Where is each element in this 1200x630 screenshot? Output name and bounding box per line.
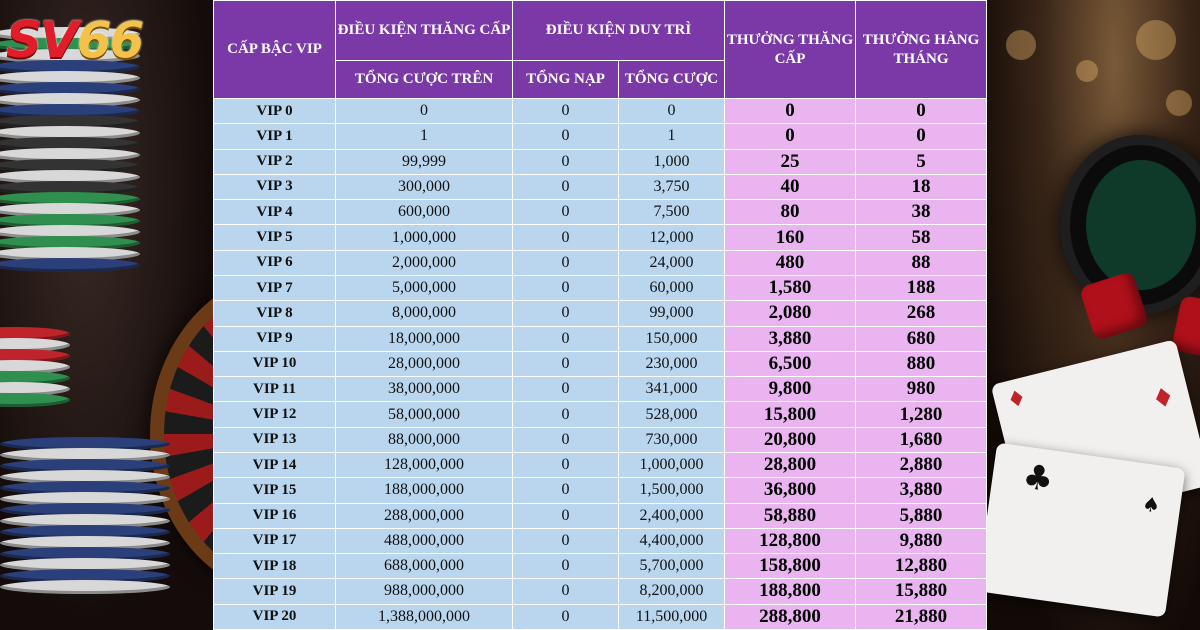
cell-total-deposit: 0 xyxy=(513,200,619,225)
cell-total-bet: 1,500,000 xyxy=(619,478,725,503)
table-row xyxy=(214,579,987,604)
header-maintain-condition: ĐIỀU KIỆN DUY TRÌ xyxy=(513,1,725,61)
cell-total-deposit: 0 xyxy=(513,402,619,427)
cell-total-bet-over: 8,000,000 xyxy=(336,301,513,326)
cell-upgrade-bonus: 1,580 xyxy=(725,275,856,300)
cell-monthly-bonus: 5 xyxy=(856,149,987,174)
cell-upgrade-bonus: 20,800 xyxy=(725,427,856,452)
cell-monthly-bonus: 1,280 xyxy=(856,402,987,427)
cell-monthly-bonus: 268 xyxy=(856,301,987,326)
cell-vip-level: VIP 12 xyxy=(214,402,336,427)
logo-sv-text: SV xyxy=(6,11,77,69)
cell-total-bet: 0 xyxy=(619,99,725,124)
cell-monthly-bonus: 3,880 xyxy=(856,478,987,503)
cell-vip-level: VIP 13 xyxy=(214,427,336,452)
cell-total-deposit: 0 xyxy=(513,326,619,351)
cell-monthly-bonus: 680 xyxy=(856,326,987,351)
table-row xyxy=(214,377,987,402)
cell-total-bet-over: 188,000,000 xyxy=(336,478,513,503)
header-total-bet-over: TỔNG CƯỢC TRÊN xyxy=(336,61,513,99)
cell-total-bet: 150,000 xyxy=(619,326,725,351)
cell-upgrade-bonus: 480 xyxy=(725,250,856,275)
cell-total-bet: 99,000 xyxy=(619,301,725,326)
cell-monthly-bonus: 12,880 xyxy=(856,554,987,579)
cell-total-deposit: 0 xyxy=(513,225,619,250)
cell-upgrade-bonus: 15,800 xyxy=(725,402,856,427)
cell-total-deposit: 0 xyxy=(513,351,619,376)
cell-vip-level: VIP 2 xyxy=(214,149,336,174)
cell-total-bet-over: 5,000,000 xyxy=(336,275,513,300)
cell-total-bet-over: 488,000,000 xyxy=(336,528,513,553)
cell-total-bet: 528,000 xyxy=(619,402,725,427)
cell-vip-level: VIP 3 xyxy=(214,174,336,199)
cell-monthly-bonus: 5,880 xyxy=(856,503,987,528)
table-row xyxy=(214,452,987,477)
cell-upgrade-bonus: 6,500 xyxy=(725,351,856,376)
spade-icon: ♠ xyxy=(1140,491,1162,518)
cell-vip-level: VIP 9 xyxy=(214,326,336,351)
logo-66-text: 66 xyxy=(76,11,143,69)
cell-upgrade-bonus: 58,880 xyxy=(725,503,856,528)
cell-upgrade-bonus: 36,800 xyxy=(725,478,856,503)
chip-stack-image xyxy=(0,330,70,407)
cell-total-bet: 8,200,000 xyxy=(619,579,725,604)
cell-monthly-bonus: 880 xyxy=(856,351,987,376)
cell-total-bet-over: 28,000,000 xyxy=(336,351,513,376)
cell-upgrade-bonus: 0 xyxy=(725,99,856,124)
table-row xyxy=(214,478,987,503)
diamond-icon: ♦ xyxy=(1004,385,1030,415)
table-row xyxy=(214,149,987,174)
table-row xyxy=(214,200,987,225)
header-upgrade-bonus: THƯỞNG THĂNG CẤP xyxy=(725,1,856,99)
cell-upgrade-bonus: 158,800 xyxy=(725,554,856,579)
cell-total-deposit: 0 xyxy=(513,604,619,629)
cell-vip-level: VIP 17 xyxy=(214,528,336,553)
cell-monthly-bonus: 15,880 xyxy=(856,579,987,604)
cell-total-bet-over: 2,000,000 xyxy=(336,250,513,275)
table-row xyxy=(214,326,987,351)
header-total-deposit: TỔNG NẠP xyxy=(513,61,619,99)
cell-upgrade-bonus: 25 xyxy=(725,149,856,174)
cell-monthly-bonus: 88 xyxy=(856,250,987,275)
cell-monthly-bonus: 0 xyxy=(856,99,987,124)
cell-total-bet-over: 18,000,000 xyxy=(336,326,513,351)
table-row xyxy=(214,604,987,629)
cell-total-bet: 341,000 xyxy=(619,377,725,402)
cell-total-bet: 1,000,000 xyxy=(619,452,725,477)
table-row xyxy=(214,174,987,199)
table-row xyxy=(214,301,987,326)
cell-vip-level: VIP 8 xyxy=(214,301,336,326)
vip-level-table xyxy=(213,0,987,630)
table-row xyxy=(214,427,987,452)
table-row xyxy=(214,250,987,275)
cell-total-bet: 4,400,000 xyxy=(619,528,725,553)
cell-upgrade-bonus: 80 xyxy=(725,200,856,225)
cell-vip-level: VIP 1 xyxy=(214,124,336,149)
cell-total-bet-over: 88,000,000 xyxy=(336,427,513,452)
header-monthly-bonus: THƯỞNG HÀNG THÁNG xyxy=(856,1,987,99)
cell-upgrade-bonus: 128,800 xyxy=(725,528,856,553)
table-row xyxy=(214,124,987,149)
cell-upgrade-bonus: 3,880 xyxy=(725,326,856,351)
table-row xyxy=(214,554,987,579)
table-row xyxy=(214,99,987,124)
cell-vip-level: VIP 0 xyxy=(214,99,336,124)
brand-logo[interactable] xyxy=(6,12,182,68)
playing-card-image xyxy=(986,443,1186,618)
table-row xyxy=(214,402,987,427)
cell-total-bet-over: 0 xyxy=(336,99,513,124)
cell-total-deposit: 0 xyxy=(513,528,619,553)
cell-total-deposit: 0 xyxy=(513,124,619,149)
cell-total-deposit: 0 xyxy=(513,554,619,579)
cell-total-bet-over: 988,000,000 xyxy=(336,579,513,604)
cell-total-bet-over: 1,388,000,000 xyxy=(336,604,513,629)
cell-total-deposit: 0 xyxy=(513,503,619,528)
cell-upgrade-bonus: 28,800 xyxy=(725,452,856,477)
background-dice-cards xyxy=(986,0,1200,630)
cell-total-deposit: 0 xyxy=(513,275,619,300)
cell-upgrade-bonus: 160 xyxy=(725,225,856,250)
cell-monthly-bonus: 980 xyxy=(856,377,987,402)
cell-total-bet-over: 128,000,000 xyxy=(336,452,513,477)
cell-total-bet: 60,000 xyxy=(619,275,725,300)
cell-total-bet-over: 600,000 xyxy=(336,200,513,225)
cell-monthly-bonus: 38 xyxy=(856,200,987,225)
cell-total-bet: 3,750 xyxy=(619,174,725,199)
cell-vip-level: VIP 5 xyxy=(214,225,336,250)
table-row xyxy=(214,351,987,376)
cell-monthly-bonus: 58 xyxy=(856,225,987,250)
cell-total-bet-over: 288,000,000 xyxy=(336,503,513,528)
chip-stack-image xyxy=(0,440,170,594)
cell-total-bet-over: 688,000,000 xyxy=(336,554,513,579)
cell-total-bet: 24,000 xyxy=(619,250,725,275)
cell-total-bet-over: 99,999 xyxy=(336,149,513,174)
cell-vip-level: VIP 15 xyxy=(214,478,336,503)
header-total-bet: TỔNG CƯỢC xyxy=(619,61,725,99)
vip-table-body xyxy=(214,99,987,630)
cell-total-bet: 1 xyxy=(619,124,725,149)
cell-total-bet: 5,700,000 xyxy=(619,554,725,579)
cell-vip-level: VIP 6 xyxy=(214,250,336,275)
cell-total-bet-over: 1 xyxy=(336,124,513,149)
cell-vip-level: VIP 11 xyxy=(214,377,336,402)
cell-total-deposit: 0 xyxy=(513,99,619,124)
cell-total-bet-over: 300,000 xyxy=(336,174,513,199)
cell-upgrade-bonus: 9,800 xyxy=(725,377,856,402)
cell-monthly-bonus: 9,880 xyxy=(856,528,987,553)
cell-upgrade-bonus: 0 xyxy=(725,124,856,149)
cell-vip-level: VIP 4 xyxy=(214,200,336,225)
cell-total-deposit: 0 xyxy=(513,250,619,275)
cell-vip-level: VIP 7 xyxy=(214,275,336,300)
cell-total-bet: 7,500 xyxy=(619,200,725,225)
cell-monthly-bonus: 18 xyxy=(856,174,987,199)
cell-vip-level: VIP 18 xyxy=(214,554,336,579)
cell-total-bet: 2,400,000 xyxy=(619,503,725,528)
cell-monthly-bonus: 1,680 xyxy=(856,427,987,452)
cell-vip-level: VIP 20 xyxy=(214,604,336,629)
cell-monthly-bonus: 0 xyxy=(856,124,987,149)
cell-total-deposit: 0 xyxy=(513,377,619,402)
cell-vip-level: VIP 19 xyxy=(214,579,336,604)
cell-upgrade-bonus: 288,800 xyxy=(725,604,856,629)
cell-total-bet: 730,000 xyxy=(619,427,725,452)
cell-upgrade-bonus: 188,800 xyxy=(725,579,856,604)
diamond-icon: ♦ xyxy=(1148,381,1179,417)
cell-total-bet-over: 58,000,000 xyxy=(336,402,513,427)
cell-monthly-bonus: 188 xyxy=(856,275,987,300)
cell-total-bet: 12,000 xyxy=(619,225,725,250)
cell-monthly-bonus: 2,880 xyxy=(856,452,987,477)
cell-total-bet-over: 38,000,000 xyxy=(336,377,513,402)
cell-total-deposit: 0 xyxy=(513,427,619,452)
header-vip-level: CẤP BẬC VIP xyxy=(214,1,336,99)
cell-vip-level: VIP 14 xyxy=(214,452,336,477)
cell-upgrade-bonus: 40 xyxy=(725,174,856,199)
background-casino-chips xyxy=(0,0,214,630)
cell-total-deposit: 0 xyxy=(513,478,619,503)
club-icon: ♣ xyxy=(1020,456,1056,501)
table-row xyxy=(214,503,987,528)
table-row xyxy=(214,225,987,250)
cell-total-deposit: 0 xyxy=(513,149,619,174)
cell-total-deposit: 0 xyxy=(513,301,619,326)
cell-upgrade-bonus: 2,080 xyxy=(725,301,856,326)
cell-total-deposit: 0 xyxy=(513,452,619,477)
cell-total-deposit: 0 xyxy=(513,174,619,199)
cell-total-deposit: 0 xyxy=(513,579,619,604)
cell-total-bet: 11,500,000 xyxy=(619,604,725,629)
cell-vip-level: VIP 10 xyxy=(214,351,336,376)
table-row xyxy=(214,275,987,300)
cell-total-bet-over: 1,000,000 xyxy=(336,225,513,250)
table-row xyxy=(214,528,987,553)
header-upgrade-condition: ĐIỀU KIỆN THĂNG CẤP xyxy=(336,1,513,61)
cell-monthly-bonus: 21,880 xyxy=(856,604,987,629)
cell-total-bet: 1,000 xyxy=(619,149,725,174)
cell-vip-level: VIP 16 xyxy=(214,503,336,528)
cell-total-bet: 230,000 xyxy=(619,351,725,376)
